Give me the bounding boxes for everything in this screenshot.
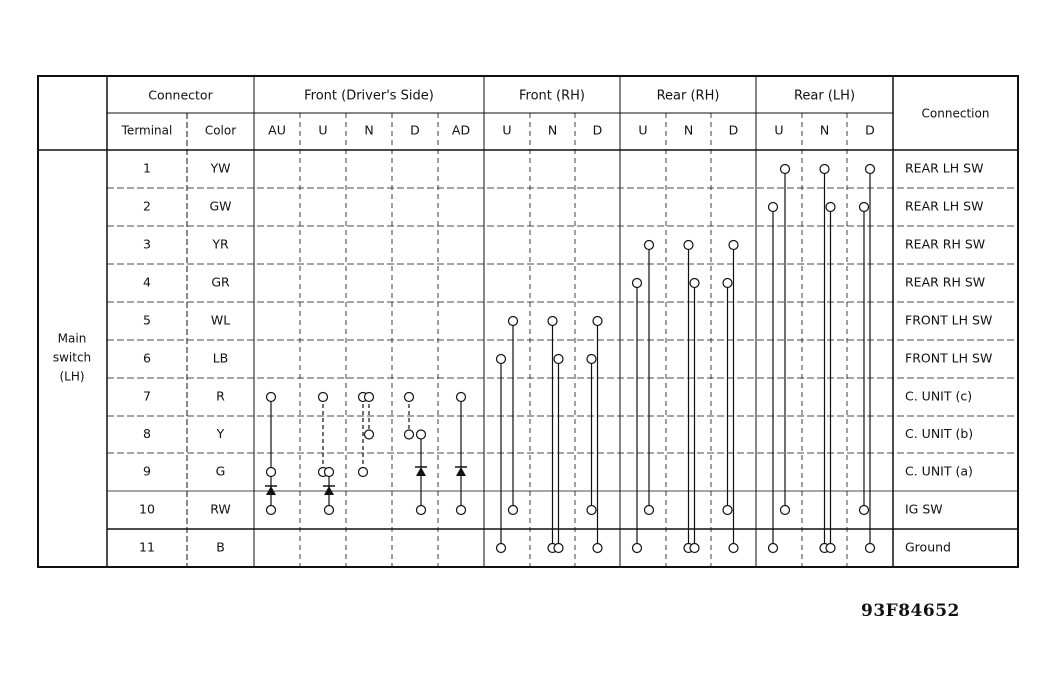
terminal-number: 1	[143, 160, 151, 176]
side-label-line: Main	[57, 331, 87, 346]
diode-symbol	[416, 467, 426, 476]
group-label-1: Front (RH)	[519, 88, 585, 104]
group-label-3: Rear (LH)	[793, 88, 856, 104]
terminal-node	[781, 165, 790, 174]
terminal-node	[365, 393, 374, 402]
wire-color: Y	[216, 426, 225, 441]
terminal-number: 7	[143, 388, 151, 404]
terminal-node	[267, 506, 276, 515]
terminal-node	[860, 203, 869, 212]
column-label: N	[683, 122, 694, 138]
terminal-node	[866, 165, 875, 174]
connector-label: Connector	[148, 87, 213, 103]
column-label: U	[774, 122, 784, 138]
terminal-node	[684, 241, 693, 250]
group-label-0: Front (Driver's Side)	[304, 88, 434, 104]
terminal-label: Terminal	[121, 123, 173, 138]
terminal-node	[548, 317, 557, 326]
terminal-node	[690, 544, 699, 553]
terminal-node	[593, 544, 602, 553]
terminal-node	[405, 393, 414, 402]
side-label-line: (LH)	[59, 369, 85, 384]
terminal-node	[633, 279, 642, 288]
column-label: D	[592, 122, 603, 138]
terminal-number: 2	[143, 198, 151, 214]
group-label-2: Rear (RH)	[656, 88, 720, 104]
terminal-number: 10	[139, 501, 155, 517]
column-label: AD	[451, 122, 471, 138]
connection-name: Ground	[905, 539, 951, 555]
column-label: AU	[268, 122, 286, 138]
terminal-node	[587, 506, 596, 515]
connection-name: REAR RH SW	[905, 236, 986, 252]
terminal-node	[587, 355, 596, 364]
terminal-node	[325, 506, 334, 515]
terminal-node	[781, 506, 790, 515]
terminal-node	[417, 506, 426, 515]
terminal-node	[497, 355, 506, 364]
connection-name: IG SW	[905, 501, 943, 517]
terminal-node	[826, 544, 835, 553]
wire-color: G	[215, 463, 226, 479]
column-label: D	[410, 122, 420, 138]
terminal-node	[554, 544, 563, 553]
terminal-node	[457, 506, 466, 515]
column-label: N	[364, 122, 374, 138]
terminal-node	[365, 430, 374, 439]
terminal-node	[820, 165, 829, 174]
figure-reference: 93F84652	[861, 601, 960, 621]
wire-color: GW	[209, 198, 232, 214]
wire-color: LB	[212, 350, 229, 366]
wire-color: R	[216, 388, 225, 404]
terminal-node	[359, 468, 368, 477]
column-label: U	[502, 122, 512, 138]
wire-color: YR	[212, 236, 229, 252]
connection-name: C. UNIT (b)	[905, 426, 974, 441]
side-label-line: switch	[52, 350, 92, 365]
terminal-node	[417, 430, 426, 439]
terminal-node	[267, 393, 276, 402]
terminal-node	[723, 279, 732, 288]
connection-name: C. UNIT (c)	[905, 388, 973, 404]
terminal-node	[769, 544, 778, 553]
terminal-node	[690, 279, 699, 288]
terminal-node	[860, 506, 869, 515]
terminal-node	[509, 317, 518, 326]
terminal-node	[645, 241, 654, 250]
wire-color: YW	[210, 160, 231, 176]
terminal-node	[729, 544, 738, 553]
terminal-number: 5	[143, 312, 151, 328]
column-label: N	[819, 122, 830, 138]
connection-name: FRONT LH SW	[905, 312, 993, 328]
connection-name: FRONT LH SW	[905, 350, 993, 366]
connection-name: REAR RH SW	[905, 274, 986, 290]
wire-color: GR	[211, 274, 230, 290]
column-label: D	[865, 122, 875, 138]
terminal-node	[457, 393, 466, 402]
terminal-node	[826, 203, 835, 212]
terminal-number: 4	[143, 274, 151, 290]
column-label: U	[638, 122, 648, 138]
connection-name: REAR LH SW	[905, 198, 984, 214]
wire-color: WL	[210, 312, 231, 328]
terminal-node	[866, 544, 875, 553]
diode-symbol	[324, 486, 334, 495]
color-label: Color	[204, 123, 237, 138]
terminal-number: 6	[143, 350, 151, 366]
terminal-number: 9	[143, 463, 151, 479]
terminal-node	[554, 355, 563, 364]
diode-symbol	[456, 467, 466, 476]
wire-color: RW	[210, 501, 231, 517]
terminal-node	[267, 468, 276, 477]
column-label: N	[547, 122, 558, 138]
terminal-node	[723, 506, 732, 515]
column-label: D	[728, 122, 739, 138]
terminal-node	[633, 544, 642, 553]
column-label: U	[318, 122, 328, 138]
terminal-node	[645, 506, 654, 515]
terminal-number: 8	[143, 426, 151, 441]
terminal-node	[325, 468, 334, 477]
terminal-node	[729, 241, 738, 250]
terminal-node	[509, 506, 518, 515]
terminal-number: 3	[143, 236, 151, 252]
terminal-node	[319, 393, 328, 402]
terminal-node	[405, 430, 414, 439]
diode-symbol	[266, 486, 276, 495]
wire-color: B	[216, 539, 225, 555]
connection-name: REAR LH SW	[905, 160, 984, 176]
terminal-number: 11	[139, 539, 155, 555]
terminal-node	[593, 317, 602, 326]
terminal-node	[497, 544, 506, 553]
terminal-node	[769, 203, 778, 212]
connection-name: C. UNIT (a)	[905, 463, 973, 479]
connection-label: Connection	[921, 106, 990, 121]
